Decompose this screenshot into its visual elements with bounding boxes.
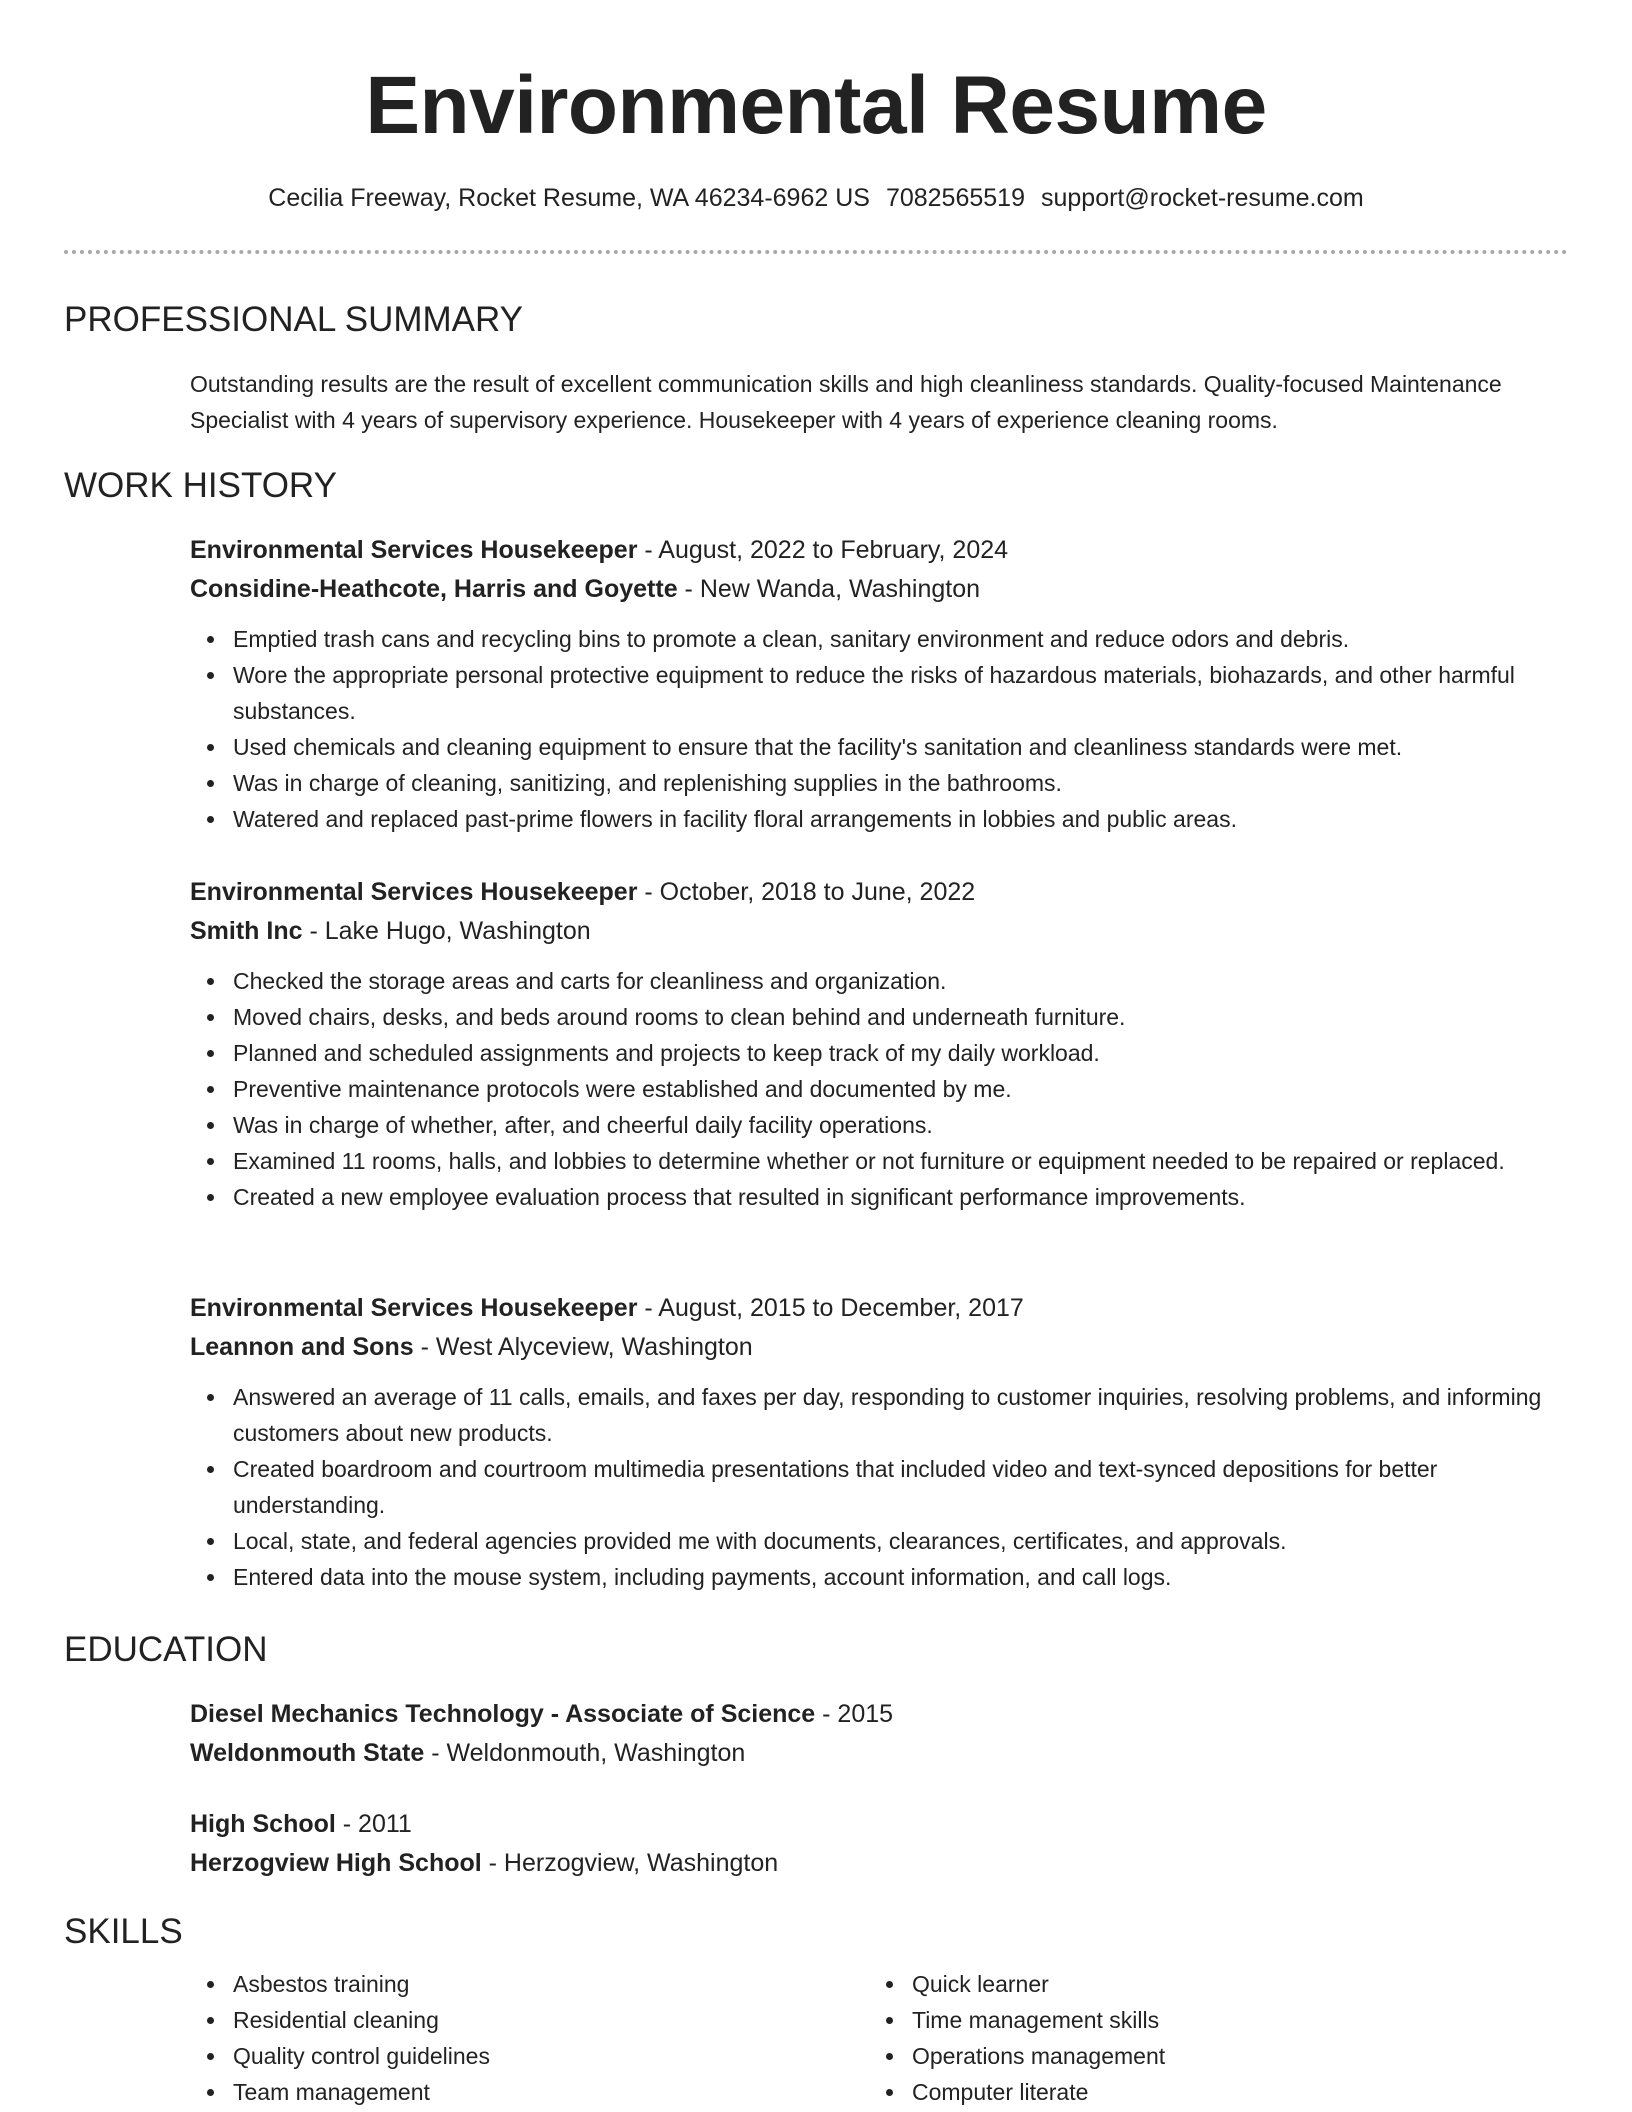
job-bullet: Was in charge of cleaning, sanitizing, and replenishing supplies in the bathrooms. [190, 765, 1560, 801]
job-bullet: Used chemicals and cleaning equipment to ensure that the facility's sanitation and cleanliness standards were met. [190, 729, 1560, 765]
education-entry [190, 1695, 1560, 1773]
skill-item: Time management skills [869, 2002, 1489, 2038]
section-heading-summary: PROFESSIONAL SUMMARY [64, 300, 523, 339]
job-title-line [190, 1289, 1560, 1328]
job-location: - Lake Hugo, Washington [302, 917, 591, 945]
job-bullet: Created a new employee evaluation process that resulted in significant performance improvements. [190, 1179, 1560, 1215]
job-company-line [190, 570, 1560, 609]
job-title: Environmental Services Housekeeper [190, 878, 638, 906]
education-year: - 2011 [335, 1810, 412, 1838]
skills-list [190, 1966, 810, 2110]
section-heading-work-history: WORK HISTORY [64, 466, 337, 505]
job-bullet: Planned and scheduled assignments and projects to keep track of my daily workload. [190, 1035, 1560, 1071]
job-title-line [190, 873, 1560, 912]
job-entry [190, 1289, 1560, 1595]
job-bullet: Emptied trash cans and recycling bins to promote a clean, sanitary environment and reduce odors and debris. [190, 621, 1560, 657]
education-school-line [190, 1844, 1560, 1883]
job-company: Leannon and Sons [190, 1333, 414, 1361]
job-dates: - October, 2018 to June, 2022 [637, 878, 976, 906]
skill-item: Residential cleaning [190, 2002, 810, 2038]
job-bullet: Wore the appropriate personal protective equipment to reduce the risks of hazardous materials, biohazards, and other harmful substances. [190, 657, 1560, 729]
job-bullet: Created boardroom and courtroom multimedia presentations that included video and text-synced depositions for better understanding. [190, 1451, 1560, 1523]
job-title: Environmental Services Housekeeper [190, 536, 638, 564]
education-location: - Weldonmouth, Washington [424, 1739, 746, 1767]
job-bullets [190, 963, 1560, 1215]
job-bullet: Local, state, and federal agencies provided me with documents, clearances, certificates, and approvals. [190, 1523, 1560, 1559]
education-school-line [190, 1734, 1560, 1773]
job-company: Considine-Heathcote, Harris and Goyette [190, 575, 678, 603]
job-bullet: Preventive maintenance protocols were established and documented by me. [190, 1071, 1560, 1107]
contact-email: support@rocket-resume.com [1040, 184, 1364, 212]
job-dates: - August, 2015 to December, 2017 [637, 1294, 1024, 1322]
job-bullet: Was in charge of whether, after, and cheerful daily facility operations. [190, 1107, 1560, 1143]
education-degree-line [190, 1695, 1560, 1734]
education-location: - Herzogview, Washington [481, 1849, 779, 1877]
section-heading-skills: SKILLS [64, 1912, 183, 1951]
job-bullet: Entered data into the mouse system, including payments, account information, and call logs. [190, 1559, 1560, 1595]
skills-column-right [869, 1966, 1489, 2110]
job-bullet: Checked the storage areas and carts for cleanliness and organization. [190, 963, 1560, 999]
skills-column-left [190, 1966, 810, 2110]
job-location: - New Wanda, Washington [677, 575, 981, 603]
skill-item: Team management [190, 2074, 810, 2110]
job-entry [190, 873, 1560, 1215]
skill-item: Computer literate [869, 2074, 1489, 2110]
job-title-line [190, 531, 1560, 570]
skill-item: Asbestos training [190, 1966, 810, 2002]
job-bullet: Examined 11 rooms, halls, and lobbies to determine whether or not furniture or equipment needed to be repaired or replaced. [190, 1143, 1560, 1179]
contact-phone: 7082565519 [885, 184, 1025, 212]
job-bullet: Watered and replaced past-prime flowers in facility floral arrangements in lobbies and public areas. [190, 801, 1560, 837]
skill-item: Operations management [869, 2038, 1489, 2074]
education-degree: Diesel Mechanics Technology - Associate of Science [190, 1700, 816, 1728]
education-degree: High School [190, 1810, 336, 1838]
job-entry [190, 531, 1560, 837]
education-school: Weldonmouth State [190, 1739, 425, 1767]
education-entry [190, 1805, 1560, 1883]
header-divider [64, 250, 1568, 254]
skill-item: Quick learner [869, 1966, 1489, 2002]
resume-title: Environmental Resume [365, 60, 1267, 151]
job-bullet: Moved chairs, desks, and beds around rooms to clean behind and underneath furniture. [190, 999, 1560, 1035]
contact-address: Cecilia Freeway, Rocket Resume, WA 46234-6962 US [268, 184, 870, 212]
education-year: - 2015 [815, 1700, 894, 1728]
contact-line [0, 180, 1632, 216]
education-school: Herzogview High School [190, 1849, 482, 1877]
job-bullet: Answered an average of 11 calls, emails, and faxes per day, responding to customer inquiries, resolving problems, and informing customers about new products. [190, 1379, 1560, 1451]
job-bullets [190, 1379, 1560, 1595]
job-location: - West Alyceview, Washington [413, 1333, 753, 1361]
job-company: Smith Inc [190, 917, 303, 945]
job-title: Environmental Services Housekeeper [190, 1294, 638, 1322]
job-company-line [190, 1328, 1560, 1367]
job-dates: - August, 2022 to February, 2024 [637, 536, 1009, 564]
section-heading-education: EDUCATION [64, 1630, 268, 1669]
job-company-line [190, 912, 1560, 951]
skills-list [869, 1966, 1489, 2110]
summary-text: Outstanding results are the result of excellent communication skills and high cleanliness standards. Quality-focused Maintenance Specialist with 4 years of supervisory experience. Housekeeper with 4 years of experience cleaning rooms. [190, 371, 1502, 433]
skill-item: Quality control guidelines [190, 2038, 810, 2074]
job-bullets [190, 621, 1560, 837]
education-degree-line [190, 1805, 1560, 1844]
